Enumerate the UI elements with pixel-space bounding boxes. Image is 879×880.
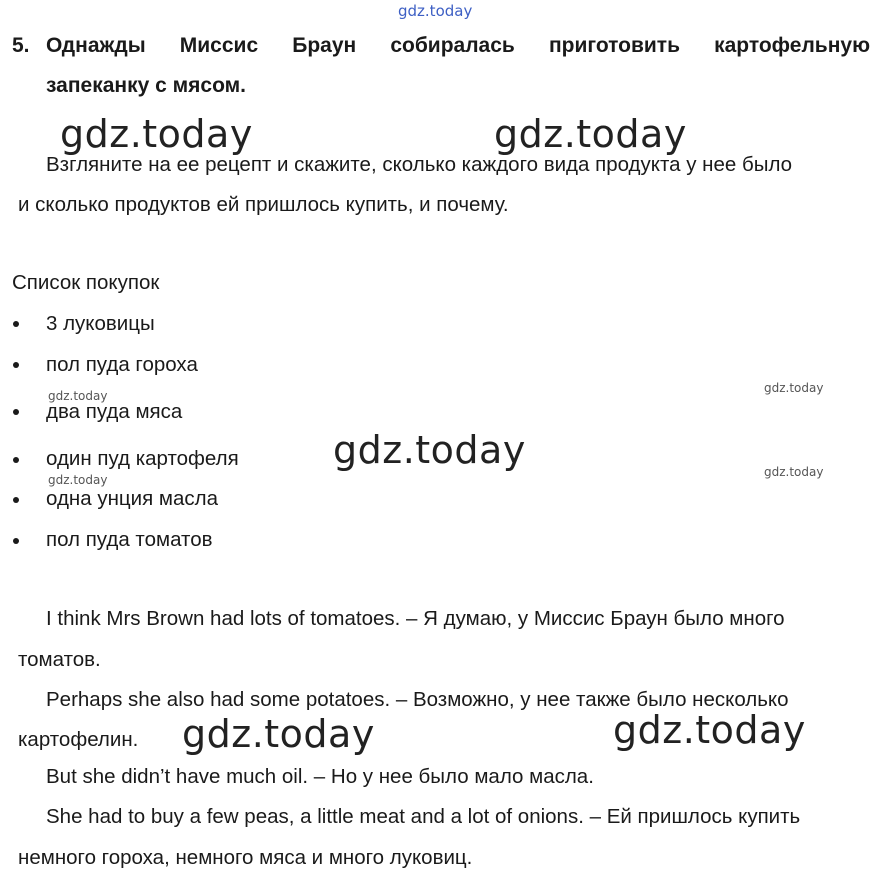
answer-4-line1: She had to buy a few peas, a little meat and a lot of onions. – Ей пришлось купить <box>46 805 801 828</box>
watermark-small: gdz.today <box>764 465 824 479</box>
bullet-icon <box>13 497 19 503</box>
bullet-icon <box>13 321 19 327</box>
watermark-top: gdz.today <box>398 2 473 20</box>
answer-2-line1: Perhaps she also had some potatoes. – Возможно, у нее также было несколько <box>46 688 789 711</box>
bullet-icon <box>13 538 19 544</box>
answer-1-line1: I think Mrs Brown had lots of tomatoes. – Я думаю, у Миссис Браун было много <box>46 607 785 630</box>
task-heading-line2: запеканку с мясом. <box>46 74 247 97</box>
task-number: 5. <box>12 34 30 57</box>
bullet-icon <box>13 457 19 463</box>
answer-3: But she didn’t have much oil. – Но у нее было мало масла. <box>46 765 594 788</box>
watermark: gdz.today <box>333 428 526 472</box>
answer-4-line2: немного гороха, немного мяса и много луковиц. <box>18 846 473 869</box>
watermark-small: gdz.today <box>764 381 824 395</box>
instruction-line2: и сколько продуктов ей пришлось купить, и почему. <box>18 193 509 216</box>
list-item: пол пуда томатов <box>46 528 213 551</box>
watermark: gdz.today <box>60 112 253 156</box>
watermark-small: gdz.today <box>48 389 108 403</box>
bullet-icon <box>13 362 19 368</box>
list-item: пол пуда гороха <box>46 353 198 376</box>
answer-2-line2: картофелин. <box>18 728 139 751</box>
shopping-list-title: Список покупок <box>12 271 160 294</box>
bullet-icon <box>13 409 19 415</box>
answer-1-line2: томатов. <box>18 648 101 671</box>
watermark: gdz.today <box>182 712 375 756</box>
list-item: один пуд картофеля <box>46 447 239 470</box>
watermark-small: gdz.today <box>48 473 108 487</box>
list-item: 3 луковицы <box>46 312 155 335</box>
task-heading-line1: Однажды Миссис Браун собиралась приготовить картофельную <box>46 34 870 57</box>
list-item: одна унция масла <box>46 487 218 510</box>
watermark: gdz.today <box>613 708 806 752</box>
instruction-line1: Взгляните на ее рецепт и скажите, сколько каждого вида продукта у нее было <box>46 153 793 176</box>
watermark: gdz.today <box>494 112 687 156</box>
list-item: два пуда мяса <box>46 400 183 423</box>
